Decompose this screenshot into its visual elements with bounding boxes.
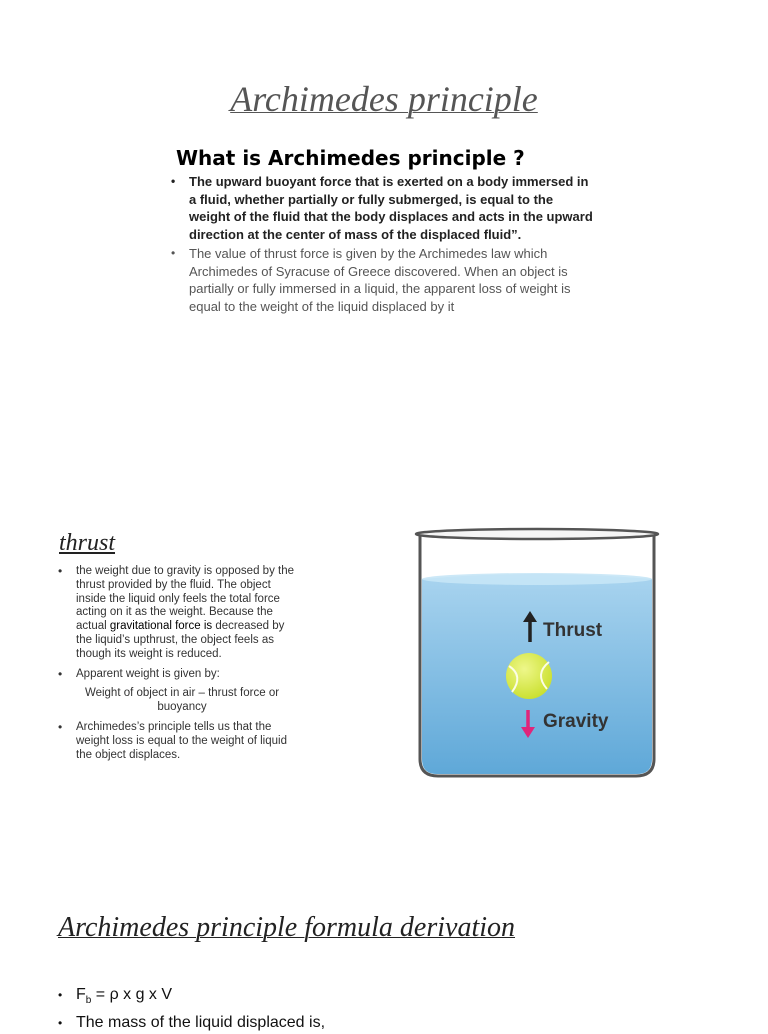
thrust-list bbox=[58, 565, 298, 768]
beaker-rim bbox=[416, 529, 658, 539]
thrust-bullet-weight-loss: • Archimedes’s principle tells us that the weight loss is equal to the weight of liquid the object displaces. bbox=[58, 721, 298, 762]
intro-bullet-definition: • The upward buoyant force that is exerted on a body immersed in a fluid, whether partially or fully submerged, is equal to the weight of the fluid that the body displaces and acts in the upward direction at the center of mass of the displaced fluid”. bbox=[171, 173, 596, 243]
thrust-diagram-label: Thrust bbox=[543, 620, 603, 641]
formula-subscript: b bbox=[85, 995, 92, 1007]
intro-list bbox=[171, 173, 596, 315]
derivation-heading: Archimedes principle formula derivation bbox=[58, 912, 515, 943]
beaker-diagram bbox=[412, 524, 662, 784]
page-title: Archimedes principle bbox=[230, 79, 538, 119]
thrust-text-part1: the weight due to gravity is opposed by the thrust provided by the fluid. The object inside the liquid only feels the total force acting on it as the weight. Because the actual bbox=[76, 565, 295, 633]
thrust-text-part2: decreased by the liquid’s upthrust, the object feels as though its weight is reduced. bbox=[76, 620, 285, 660]
thrust-heading: thrust bbox=[59, 530, 116, 556]
thrust-bullet-apparent-weight: • Apparent weight is given by: bbox=[58, 668, 298, 682]
derivation-list bbox=[58, 984, 658, 1034]
intro-bullet-thrust-value: • The value of thrust force is given by the Archimedes law which Archimedes of Syracuse of Greece discovered. When an object is partially or fully immersed in a liquid, the apparent loss of weight is equal to the weight of the liquid displaced by it bbox=[171, 245, 596, 315]
water-surface bbox=[422, 573, 652, 585]
tennis-ball-icon bbox=[506, 653, 552, 699]
gravity-diagram-label: Gravity bbox=[543, 711, 609, 732]
mass-displaced-line: • The mass of the liquid displaced is, bbox=[58, 1012, 658, 1034]
thrust-bullet-gravity bbox=[58, 565, 298, 662]
apparent-weight-formula: Weight of object in air – thrust force or buoyancy bbox=[84, 687, 280, 714]
thrust-text-highlight: gravitational force is bbox=[109, 620, 213, 633]
intro-heading: What is Archimedes principle ? bbox=[176, 146, 525, 170]
formula-symbol: F bbox=[76, 986, 86, 1003]
buoyant-force-formula bbox=[58, 984, 658, 1012]
formula-rhs: = ρ x g x V bbox=[91, 986, 173, 1003]
